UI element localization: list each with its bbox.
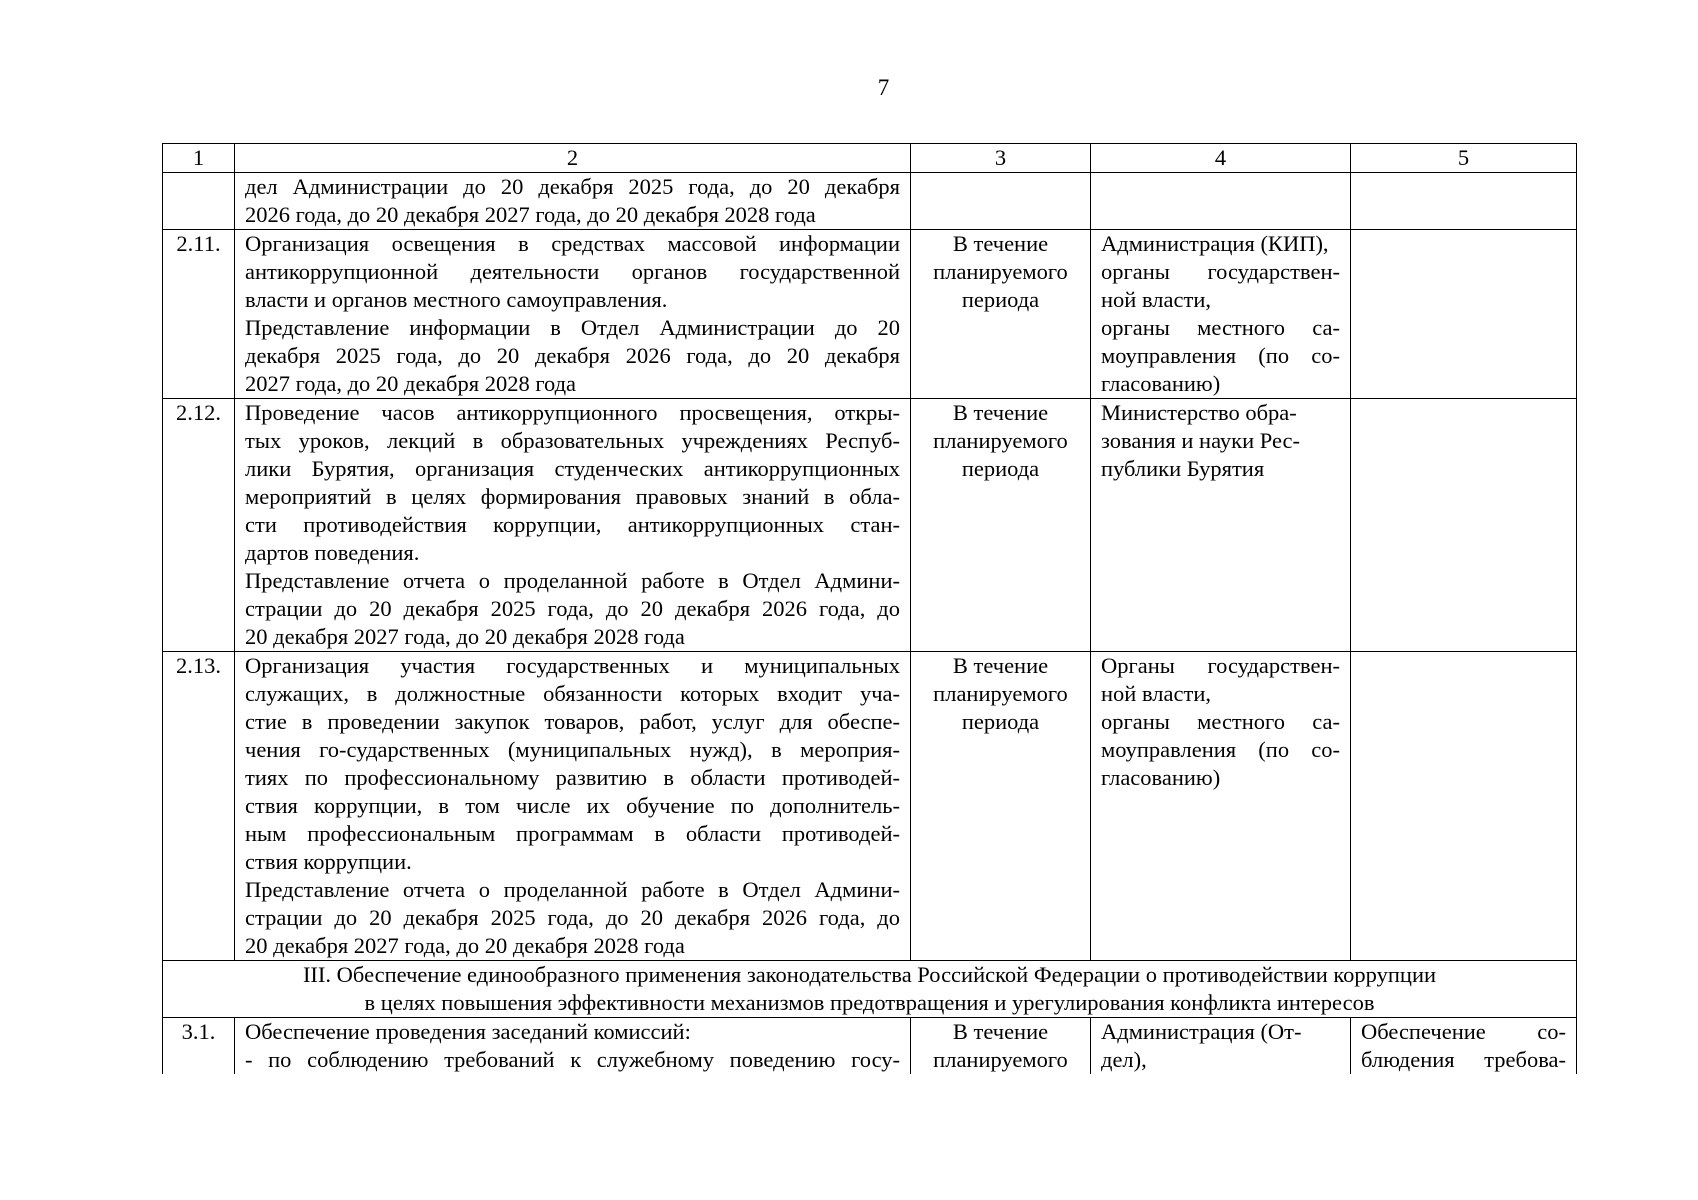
section-heading [163,961,1577,1018]
text-line: 2026 года, до 20 декабря 2027 года, до 20 декабря 2028 года [245,202,816,227]
result-cell [1351,230,1577,399]
table-row-continuation [163,173,1577,230]
text-line: страции до 20 декабря 2025 года, до 20 декабря 2026 года, до [245,596,900,621]
text-line: ным профессиональным программам в области противодей- [245,821,900,846]
text-line: дел Администрации до 20 декабря 2025 года, до 20 декабря [245,174,900,199]
text-line: чения го-сударственных (муниципальных нужд), в мероприя- [245,737,900,762]
result-cell [1351,652,1577,961]
term-cell [911,652,1091,961]
term-line: периода [961,287,1040,312]
executor-line: зования и науки Рес- [1101,428,1301,453]
executor-line: Администрация (От- [1101,1019,1302,1044]
row-number-cell: 2.13. [163,652,235,961]
executor-line: гласованию) [1101,371,1221,396]
result-line: блюдения требова- [1361,1047,1566,1072]
row-number-cell [163,173,235,230]
term-cell [911,230,1091,399]
measures-table [162,143,1577,1074]
term-cell [911,1018,1091,1075]
table-row [163,230,1577,399]
measure-text-cell [235,652,911,961]
text-line: сти противодействия коррупции, антикоррупционных стан- [245,512,900,537]
term-line: В течение [952,231,1049,256]
text-line: стие в проведении закупок товаров, работ, услуг для обеспе- [245,709,900,734]
text-line: - по соблюдению требований к служебному поведению госу- [245,1047,900,1072]
term-line: планируемого [933,428,1068,453]
executor-line: публики Бурятия [1101,456,1265,481]
term-cell [911,173,1091,230]
page-number: 7 [877,75,890,100]
executor-line: моуправления (по со- [1101,343,1340,368]
header-cell: 2 [235,144,911,173]
row-number-cell: 2.11. [163,230,235,399]
executor-line: ной власти, [1101,287,1211,312]
text-line: тых уроков, лекций в образовательных учреждениях Респуб- [245,428,900,453]
result-cell [1351,399,1577,652]
table-row [163,1018,1577,1075]
executor-line: Органы государствен- [1101,653,1340,678]
executor-line: моуправления (по со- [1101,737,1340,762]
executor-cell [1091,399,1351,652]
text-line: 20 декабря 2027 года, до 20 декабря 2028 года [245,624,685,649]
text-line: служащих, в должностные обязанности которых входит уча- [245,681,900,706]
executor-line: ной власти, [1101,681,1211,706]
executor-line: Министерство обра- [1101,400,1297,425]
executor-line: дел), [1101,1047,1147,1072]
executor-cell [1091,1018,1351,1075]
text-line: ствия коррупции, в том числе их обучение по дополнитель- [245,793,900,818]
text-line: Организация участия государственных и муниципальных [245,653,900,678]
text-line: тиях по профессиональному развитию в области противодей- [245,765,900,790]
text-line: Проведение часов антикоррупционного просвещения, откры- [245,400,900,425]
term-cell [911,399,1091,652]
term-line: планируемого [933,681,1068,706]
executor-cell [1091,173,1351,230]
result-cell [1351,173,1577,230]
measure-text-cell [235,230,911,399]
executor-line: органы местного са- [1101,709,1340,734]
term-line: периода [961,456,1040,481]
section-heading-line: III. Обеспечение единообразного применения законодательства Российской Федерации о противодействии коррупции [302,962,1437,987]
header-cell: 1 [163,144,235,173]
term-line: периода [961,709,1040,734]
table-row [163,652,1577,961]
header-cell: 4 [1091,144,1351,173]
text-line: власти и органов местного самоуправления. [245,287,668,312]
result-line: Обеспечение со- [1361,1019,1566,1044]
executor-line: Администрация (КИП), [1101,231,1329,256]
term-line: В течение [952,653,1049,678]
term-line: планируемого [933,259,1068,284]
text-line: Организация освещения в средствах массовой информации [245,231,900,256]
measure-text-cell [235,1018,911,1075]
measure-text-cell [235,399,911,652]
text-line: мероприятий в целях формирования правовых знаний в обла- [245,484,900,509]
term-line: В течение [952,400,1049,425]
text-line: Обеспечение проведения заседаний комиссий: [245,1019,691,1044]
row-number-cell: 3.1. [163,1018,235,1075]
section-heading-line: в целях повышения эффективности механизмов предотвращения и урегулирования конфликта интересов [364,990,1375,1015]
term-line: планируемого [933,1047,1068,1072]
text-line: дартов поведения. [245,540,420,565]
text-line: лики Бурятия, организация студенческих антикоррупционных [245,456,900,481]
text-line: декабря 2025 года, до 20 декабря 2026 года, до 20 декабря [245,343,900,368]
text-line: Представление информации в Отдел Администрации до 20 [245,315,900,340]
header-cell: 5 [1351,144,1577,173]
measure-text-cell [235,173,911,230]
executor-cell [1091,652,1351,961]
executor-line: органы местного са- [1101,315,1340,340]
text-line: 2027 года, до 20 декабря 2028 года [245,371,577,396]
text-line: 20 декабря 2027 года, до 20 декабря 2028 года [245,933,685,958]
text-line: Представление отчета о проделанной работе в Отдел Админи- [245,568,900,593]
text-line: страции до 20 декабря 2025 года, до 20 декабря 2026 года, до [245,905,900,930]
text-line: антикоррупционной деятельности органов государственной [245,259,900,284]
executor-cell [1091,230,1351,399]
result-cell [1351,1018,1577,1075]
table-header-row [163,144,1577,173]
text-line: ствия коррупции. [245,849,412,874]
section-heading-row [163,961,1577,1018]
row-number-cell: 2.12. [163,399,235,652]
executor-line: гласованию) [1101,765,1221,790]
table-row [163,399,1577,652]
term-line: В течение [952,1019,1049,1044]
executor-line: органы государствен- [1101,259,1340,284]
header-cell: 3 [911,144,1091,173]
text-line: Представление отчета о проделанной работе в Отдел Админи- [245,877,900,902]
